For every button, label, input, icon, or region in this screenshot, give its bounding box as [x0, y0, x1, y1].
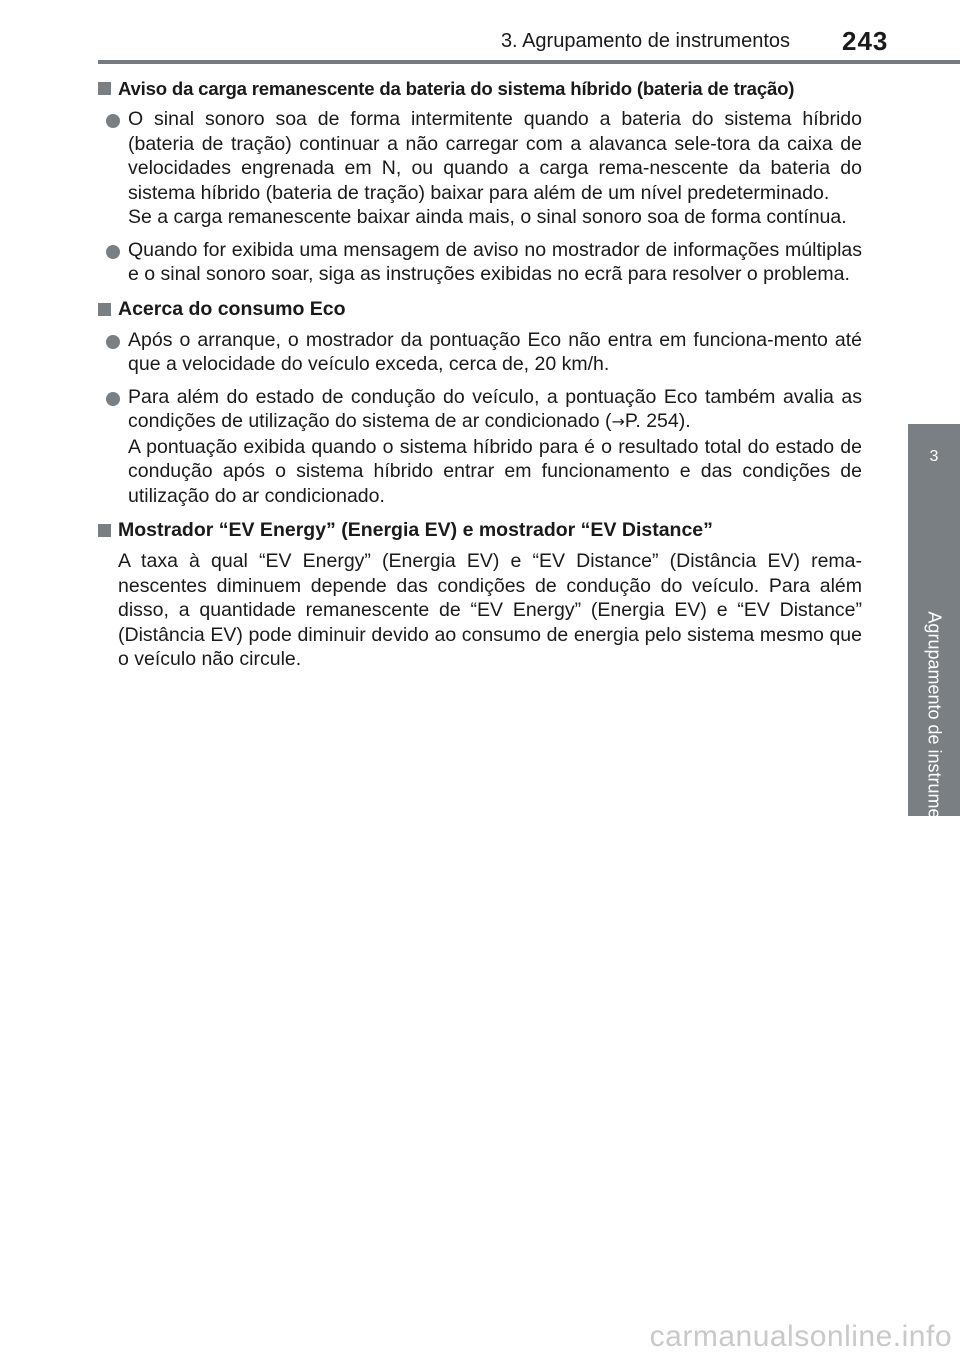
paragraph: Se a carga remanescente baixar ainda mais, o sinal sonoro soa de forma contínua.: [128, 206, 847, 228]
bullet-text: [128, 328, 862, 377]
paragraph: Quando for exibida uma mensagem de aviso no mostrador de informações múltiplas e o sinal sonoro soar, siga as instruções exibidas no ecrã para resolver o problema.: [128, 238, 862, 285]
circle-bullet-icon: [106, 392, 120, 406]
square-bullet-icon: [98, 303, 111, 316]
paragraph-text: Para além do estado de condução do veículo, a pontuação Eco também avalia as condições de utilização do sistema de ar condicionado (: [128, 385, 862, 432]
side-tab-number: 3: [929, 448, 939, 465]
square-bullet-icon: [98, 82, 111, 95]
section-eco-consumption: [96, 295, 862, 509]
paragraph: [128, 385, 862, 435]
circle-bullet-icon: [106, 335, 120, 349]
section-heading: [96, 516, 862, 545]
section-heading: [96, 74, 862, 103]
paragraph: O sinal sonoro soa de forma intermitente quando a bateria do sistema híbrido (bateria de tração) continuar a não carregar com a alavanca sele-tora da caixa de velocidades engrenada em N, ou quando a carga rema-nescente da bateria do sistema híbrido (bateria de tração) baixar para além de um nível predeterminado.: [128, 108, 862, 204]
section-heading-text: Aviso da carga remanescente da bateria do sistema híbrido (bateria de tração): [118, 78, 795, 99]
paragraph: A taxa à qual “EV Energy” (Energia EV) e “EV Distance” (Distância EV) rema-nescentes diminuem depende das condições de condução do veículo. Para além disso, a quantidade remanescente de “EV Energy” (Energia EV) e “EV Distance” (Distância EV) pode diminuir devido ao consumo de energia pelo sistema mesmo que o veículo não circule.: [118, 550, 862, 670]
list-item: [96, 107, 862, 230]
paragraph: Após o arranque, o mostrador da pontuação Eco não entra em funciona-mento até que a velocidade do veículo exceda, cerca de, 20 km/h.: [128, 328, 862, 375]
page-content: [96, 74, 862, 680]
page-header: [0, 0, 960, 62]
bullet-text: [128, 238, 862, 287]
chapter-title: 3. Agrupamento de instrumentos: [500, 30, 790, 52]
watermark: carmanualsonline.info: [649, 1320, 952, 1353]
header-divider: [98, 60, 960, 64]
circle-bullet-icon: [106, 114, 120, 128]
circle-bullet-icon: [106, 245, 120, 259]
section-heading-text: Acerca do consumo Eco: [118, 297, 346, 320]
paragraph: A pontuação exibida quando o sistema híbrido para é o resultado total do estado de condução após o sistema híbrido entrar em funcionamento e das condições de utilização do ar condicionado.: [128, 435, 862, 507]
page-reference: P. 254).: [624, 410, 691, 432]
bullet-text: [128, 385, 862, 509]
section-battery-warning: [96, 74, 862, 287]
square-bullet-icon: [98, 524, 111, 537]
page-number: 243: [842, 26, 889, 56]
list-item: [96, 328, 862, 377]
section-heading-text: Mostrador “EV Energy” (Energia EV) e mostrador “EV Distance”: [118, 519, 713, 541]
list-item: [96, 238, 862, 287]
list-item: [96, 385, 862, 509]
section-heading: [96, 295, 862, 324]
bullet-text: [128, 107, 862, 230]
arrow-right-icon: →: [611, 412, 625, 431]
section-ev-display: [96, 516, 862, 672]
chapter-side-tab: [908, 424, 960, 853]
side-tab-label: Agrupamento de instrumentos: [924, 611, 945, 853]
